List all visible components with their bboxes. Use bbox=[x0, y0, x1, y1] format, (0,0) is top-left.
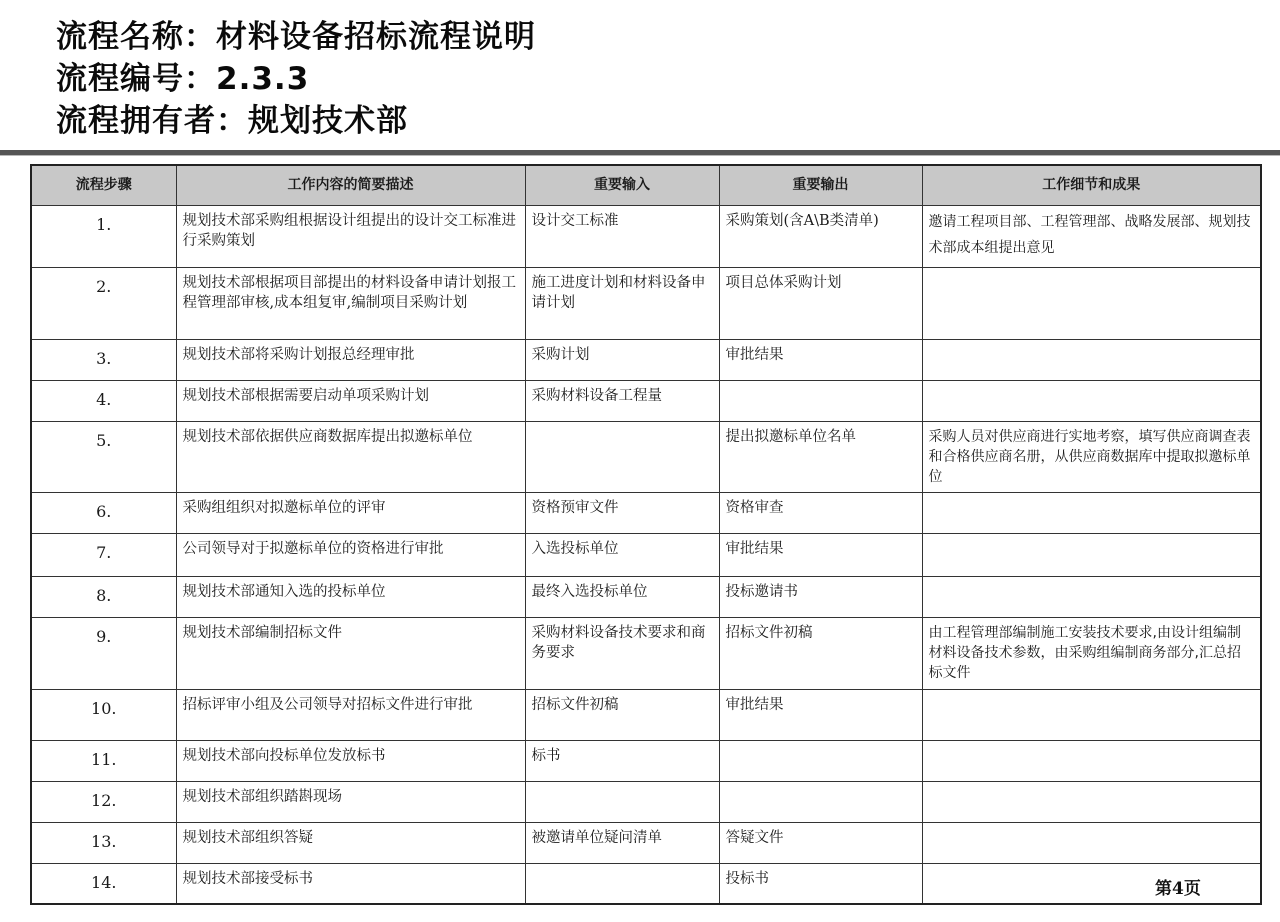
step-description: 公司领导对于拟邀标单位的资格进行审批 bbox=[176, 533, 525, 576]
step-description: 规划技术部根据需要启动单项采购计划 bbox=[176, 380, 525, 421]
step-detail bbox=[922, 267, 1261, 339]
step-output: 资格审查 bbox=[719, 492, 922, 533]
step-output: 审批结果 bbox=[719, 689, 922, 740]
step-input: 最终入选投标单位 bbox=[525, 576, 719, 617]
step-description: 招标评审小组及公司领导对招标文件进行审批 bbox=[176, 689, 525, 740]
table-row bbox=[31, 492, 1261, 533]
table-row bbox=[31, 267, 1261, 339]
step-number: 11. bbox=[31, 740, 176, 781]
table-header-row bbox=[31, 165, 1261, 205]
column-header-output: 重要输出 bbox=[719, 165, 922, 205]
table-row bbox=[31, 617, 1261, 689]
step-description: 规划技术部依据供应商数据库提出拟邀标单位 bbox=[176, 421, 525, 492]
step-input bbox=[525, 421, 719, 492]
step-output: 审批结果 bbox=[719, 533, 922, 576]
step-output: 投标书 bbox=[719, 863, 922, 904]
step-detail bbox=[922, 740, 1261, 781]
table-row bbox=[31, 576, 1261, 617]
step-input: 标书 bbox=[525, 740, 719, 781]
step-input: 入选投标单位 bbox=[525, 533, 719, 576]
step-detail bbox=[922, 781, 1261, 822]
step-input: 设计交工标准 bbox=[525, 205, 719, 267]
table-row bbox=[31, 689, 1261, 740]
step-number: 12. bbox=[31, 781, 176, 822]
step-number: 2. bbox=[31, 267, 176, 339]
table-row bbox=[31, 339, 1261, 380]
step-description: 规划技术部向投标单位发放标书 bbox=[176, 740, 525, 781]
step-number: 10. bbox=[31, 689, 176, 740]
column-header-step: 流程步骤 bbox=[31, 165, 176, 205]
column-header-detail: 工作细节和成果 bbox=[922, 165, 1261, 205]
step-number: 7. bbox=[31, 533, 176, 576]
table-row bbox=[31, 533, 1261, 576]
table-row bbox=[31, 863, 1261, 904]
step-input: 采购计划 bbox=[525, 339, 719, 380]
step-output bbox=[719, 380, 922, 421]
step-input: 采购材料设备技术要求和商务要求 bbox=[525, 617, 719, 689]
step-detail: 采购人员对供应商进行实地考察，填写供应商调查表和合格供应商名册，从供应商数据库中提取拟邀标单位 bbox=[922, 421, 1261, 492]
process-owner: 流程拥有者：规划技术部 bbox=[56, 103, 408, 139]
step-description: 规划技术部采购组根据设计组提出的设计交工标准进行采购策划 bbox=[176, 205, 525, 267]
step-output: 招标文件初稿 bbox=[719, 617, 922, 689]
table-row bbox=[31, 421, 1261, 492]
table-row bbox=[31, 781, 1261, 822]
step-detail bbox=[922, 863, 1261, 904]
step-number: 1. bbox=[31, 205, 176, 267]
table-row bbox=[31, 380, 1261, 421]
step-number: 6. bbox=[31, 492, 176, 533]
step-detail bbox=[922, 689, 1261, 740]
step-detail: 由工程管理部编制施工安装技术要求,由设计组编制材料设备技术参数，由采购组编制商务部分,汇总招标文件 bbox=[922, 617, 1261, 689]
page-number: 第4页 bbox=[1155, 879, 1201, 899]
step-number: 9. bbox=[31, 617, 176, 689]
table-row bbox=[31, 822, 1261, 863]
title-block bbox=[56, 16, 536, 142]
step-output: 答疑文件 bbox=[719, 822, 922, 863]
step-detail bbox=[922, 576, 1261, 617]
step-number: 13. bbox=[31, 822, 176, 863]
step-detail bbox=[922, 822, 1261, 863]
step-input: 招标文件初稿 bbox=[525, 689, 719, 740]
table-row bbox=[31, 205, 1261, 267]
step-detail bbox=[922, 380, 1261, 421]
step-input: 资格预审文件 bbox=[525, 492, 719, 533]
step-description: 规划技术部组织答疑 bbox=[176, 822, 525, 863]
step-output: 审批结果 bbox=[719, 339, 922, 380]
step-description: 规划技术部通知入选的投标单位 bbox=[176, 576, 525, 617]
step-input bbox=[525, 781, 719, 822]
step-output bbox=[719, 740, 922, 781]
step-number: 4. bbox=[31, 380, 176, 421]
step-input: 被邀请单位疑问清单 bbox=[525, 822, 719, 863]
step-input: 施工进度计划和材料设备申请计划 bbox=[525, 267, 719, 339]
process-table-wrapper bbox=[30, 164, 1260, 905]
step-number: 3. bbox=[31, 339, 176, 380]
header-divider-shadow bbox=[0, 155, 1280, 156]
step-input bbox=[525, 863, 719, 904]
column-header-description: 工作内容的简要描述 bbox=[176, 165, 525, 205]
step-description: 规划技术部编制招标文件 bbox=[176, 617, 525, 689]
step-detail bbox=[922, 339, 1261, 380]
step-detail: 邀请工程项目部、工程管理部、战略发展部、规划技术部成本组提出意见 bbox=[922, 205, 1261, 267]
step-number: 5. bbox=[31, 421, 176, 492]
step-output: 投标邀请书 bbox=[719, 576, 922, 617]
step-description: 规划技术部将采购计划报总经理审批 bbox=[176, 339, 525, 380]
step-number: 14. bbox=[31, 863, 176, 904]
process-name: 流程名称：材料设备招标流程说明 bbox=[56, 19, 536, 55]
step-description: 规划技术部接受标书 bbox=[176, 863, 525, 904]
step-detail bbox=[922, 492, 1261, 533]
step-description: 规划技术部组织踏斟现场 bbox=[176, 781, 525, 822]
process-table bbox=[30, 164, 1262, 905]
step-output: 项目总体采购计划 bbox=[719, 267, 922, 339]
step-number: 8. bbox=[31, 576, 176, 617]
step-input: 采购材料设备工程量 bbox=[525, 380, 719, 421]
step-description: 规划技术部根据项目部提出的材料设备申请计划报工程管理部审核,成本组复审,编制项目采购计划 bbox=[176, 267, 525, 339]
step-output bbox=[719, 781, 922, 822]
step-description: 采购组组织对拟邀标单位的评审 bbox=[176, 492, 525, 533]
step-output: 提出拟邀标单位名单 bbox=[719, 421, 922, 492]
table-row bbox=[31, 740, 1261, 781]
process-number: 流程编号：2.3.3 bbox=[56, 61, 310, 97]
column-header-input: 重要输入 bbox=[525, 165, 719, 205]
step-detail bbox=[922, 533, 1261, 576]
step-output: 采购策划(含A\B类清单) bbox=[719, 205, 922, 267]
